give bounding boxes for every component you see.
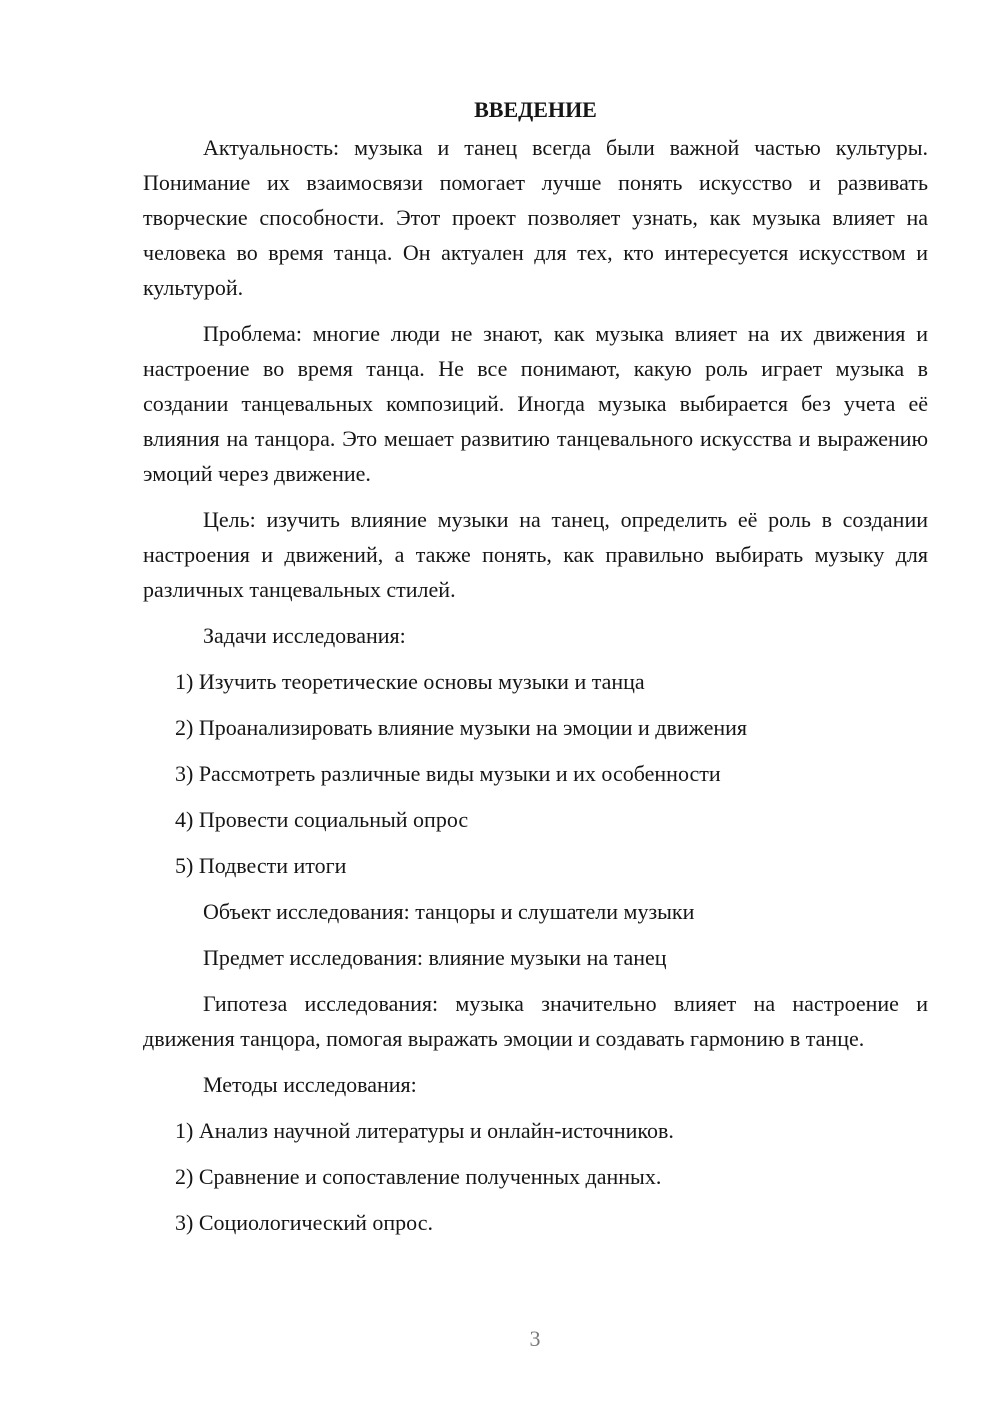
research-subject: Предмет исследования: влияние музыки на танец: [203, 945, 667, 970]
task-item: 3) Рассмотреть различные виды музыки и их особенности: [175, 761, 721, 786]
paragraph-goal: Цель: изучить влияние музыки на танец, определить её роль в создании настроения и движений, а также понять, как правильно выбирать музыку для различных танцевальных стилей.: [143, 507, 928, 602]
task-item: 5) Подвести итоги: [175, 853, 347, 878]
method-item: 1) Анализ научной литературы и онлайн-источников.: [175, 1118, 674, 1143]
research-hypothesis: Гипотеза исследования: музыка значительно влияет на настроение и движения танцора, помогая выражать эмоции и создавать гармонию в танце.: [143, 991, 928, 1051]
task-item: 1) Изучить теоретические основы музыки и танца: [175, 669, 645, 694]
research-object: Объект исследования: танцоры и слушатели музыки: [203, 899, 695, 924]
paragraph-relevance: Актуальность: музыка и танец всегда были важной частью культуры. Понимание их взаимосвязи помогает лучше понять искусство и развивать творческие способности. Этот проект позволяет узнать, как музыка влияет на человека во время танца. Он актуален для тех, кто интересуется искусством и культурой.: [143, 135, 928, 300]
task-item: 2) Проанализировать влияние музыки на эмоции и движения: [175, 715, 747, 740]
page-content: [143, 92, 928, 1251]
page-title: ВВЕДЕНИЕ: [474, 97, 597, 122]
task-item: 4) Провести социальный опрос: [175, 807, 469, 832]
method-item: 3) Социологический опрос.: [175, 1210, 433, 1235]
method-item: 2) Сравнение и сопоставление полученных данных.: [175, 1164, 662, 1189]
paragraph-problem: Проблема: многие люди не знают, как музыка влияет на их движения и настроение во время танца. Не все понимают, какую роль играет музыка в создании танцевальных композиций. Иногда музыка выбирается без учета её влияния на танцора. Это мешает развитию танцевального искусства и выражению эмоций через движение.: [143, 321, 928, 486]
tasks-heading: Задачи исследования:: [203, 623, 406, 648]
methods-heading: Методы исследования:: [203, 1072, 417, 1097]
page-number: 3: [529, 1326, 541, 1351]
